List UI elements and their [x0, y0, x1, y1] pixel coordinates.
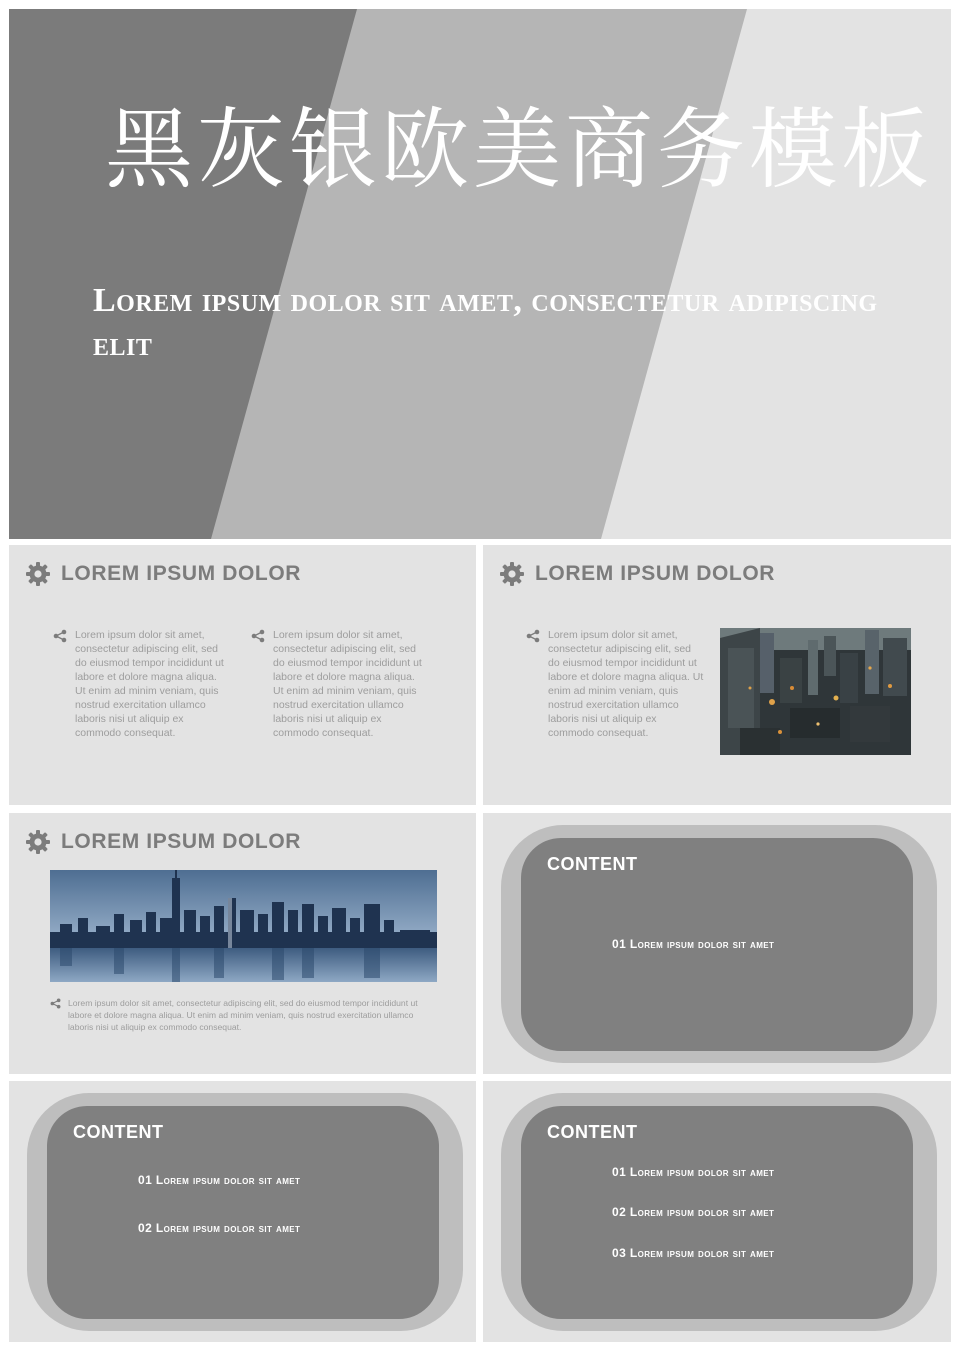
cover-title: 黑灰银欧美商务模板 — [105, 98, 934, 201]
content-item: 03 Lorem ipsum dolor sit amet — [612, 1246, 775, 1260]
cover-background — [9, 9, 951, 539]
heading-text: LOREM IPSUM DOLOR — [61, 562, 302, 585]
paragraph-block — [53, 628, 229, 740]
gear-icon — [499, 561, 525, 587]
paragraph-text: Lorem ipsum dolor sit amet, consectetur adipiscing elit, sed do eiusmod tempor incididunt ut labore et dolore magna aliqua. Ut enim ad minim veniam, quis nostrud exercitation ullamco laboris nisi ut aliquip ex commodo consequat. — [75, 629, 224, 739]
content-title: CONTENT — [547, 854, 638, 874]
content-item: 01 Lorem ipsum dolor sit amet — [612, 937, 775, 951]
slide-skyline — [9, 813, 476, 1074]
share-icon — [50, 998, 61, 1009]
content-item: 02 Lorem ipsum dolor sit amet — [612, 1205, 775, 1219]
content-item: 02 Lorem ipsum dolor sit amet — [138, 1221, 301, 1235]
cover-slide — [9, 9, 951, 539]
aerial-city-photo — [720, 628, 911, 755]
paragraph-text: Lorem ipsum dolor sit amet, consectetur adipiscing elit, sed do eiusmod tempor incididunt ut labore et dolore magna aliqua. Ut enim ad minim veniam, quis nostrud exercitation ullamco laboris nisi ut aliquip ex commodo consequat. — [548, 629, 704, 739]
city-skyline-photo — [50, 870, 437, 982]
heading-text: LOREM IPSUM DOLOR — [535, 562, 776, 585]
slide-text-photo — [483, 545, 951, 805]
paragraph-block — [50, 997, 440, 1033]
slide-heading — [499, 561, 775, 587]
slide-content-three — [483, 1081, 951, 1342]
slide-two-columns — [9, 545, 476, 805]
heading-text: LOREM IPSUM DOLOR — [61, 830, 302, 853]
slide-content-one — [483, 813, 951, 1074]
gear-icon — [25, 829, 51, 855]
cover-subtitle: Lorem ipsum dolor sit amet, consectetur adipiscing elit — [93, 282, 878, 363]
share-icon — [526, 629, 540, 643]
paragraph-text: Lorem ipsum dolor sit amet, consectetur adipiscing elit, sed do eiusmod tempor incididunt ut labore et dolore magna aliqua. Ut enim ad minim veniam, quis nostrud exercitation ullamco laboris nisi ut aliquip ex commodo consequat. — [68, 998, 418, 1032]
content-item: 01 Lorem ipsum dolor sit amet — [138, 1173, 301, 1187]
paragraph-block — [251, 628, 427, 740]
content-item: 01 Lorem ipsum dolor sit amet — [612, 1165, 775, 1179]
slide-heading — [25, 829, 301, 855]
paragraph-text: Lorem ipsum dolor sit amet, consectetur adipiscing elit, sed do eiusmod tempor incididunt ut labore et dolore magna aliqua. Ut enim ad minim veniam, quis nostrud exercitation ullamco laboris nisi ut aliquip ex commodo consequat. — [273, 629, 422, 739]
content-title: CONTENT — [73, 1122, 164, 1142]
slide-heading — [25, 561, 301, 587]
gear-icon — [25, 561, 51, 587]
slide-content-two — [9, 1081, 476, 1342]
content-title: CONTENT — [547, 1122, 638, 1142]
paragraph-block — [526, 628, 704, 740]
share-icon — [251, 629, 265, 643]
share-icon — [53, 629, 67, 643]
